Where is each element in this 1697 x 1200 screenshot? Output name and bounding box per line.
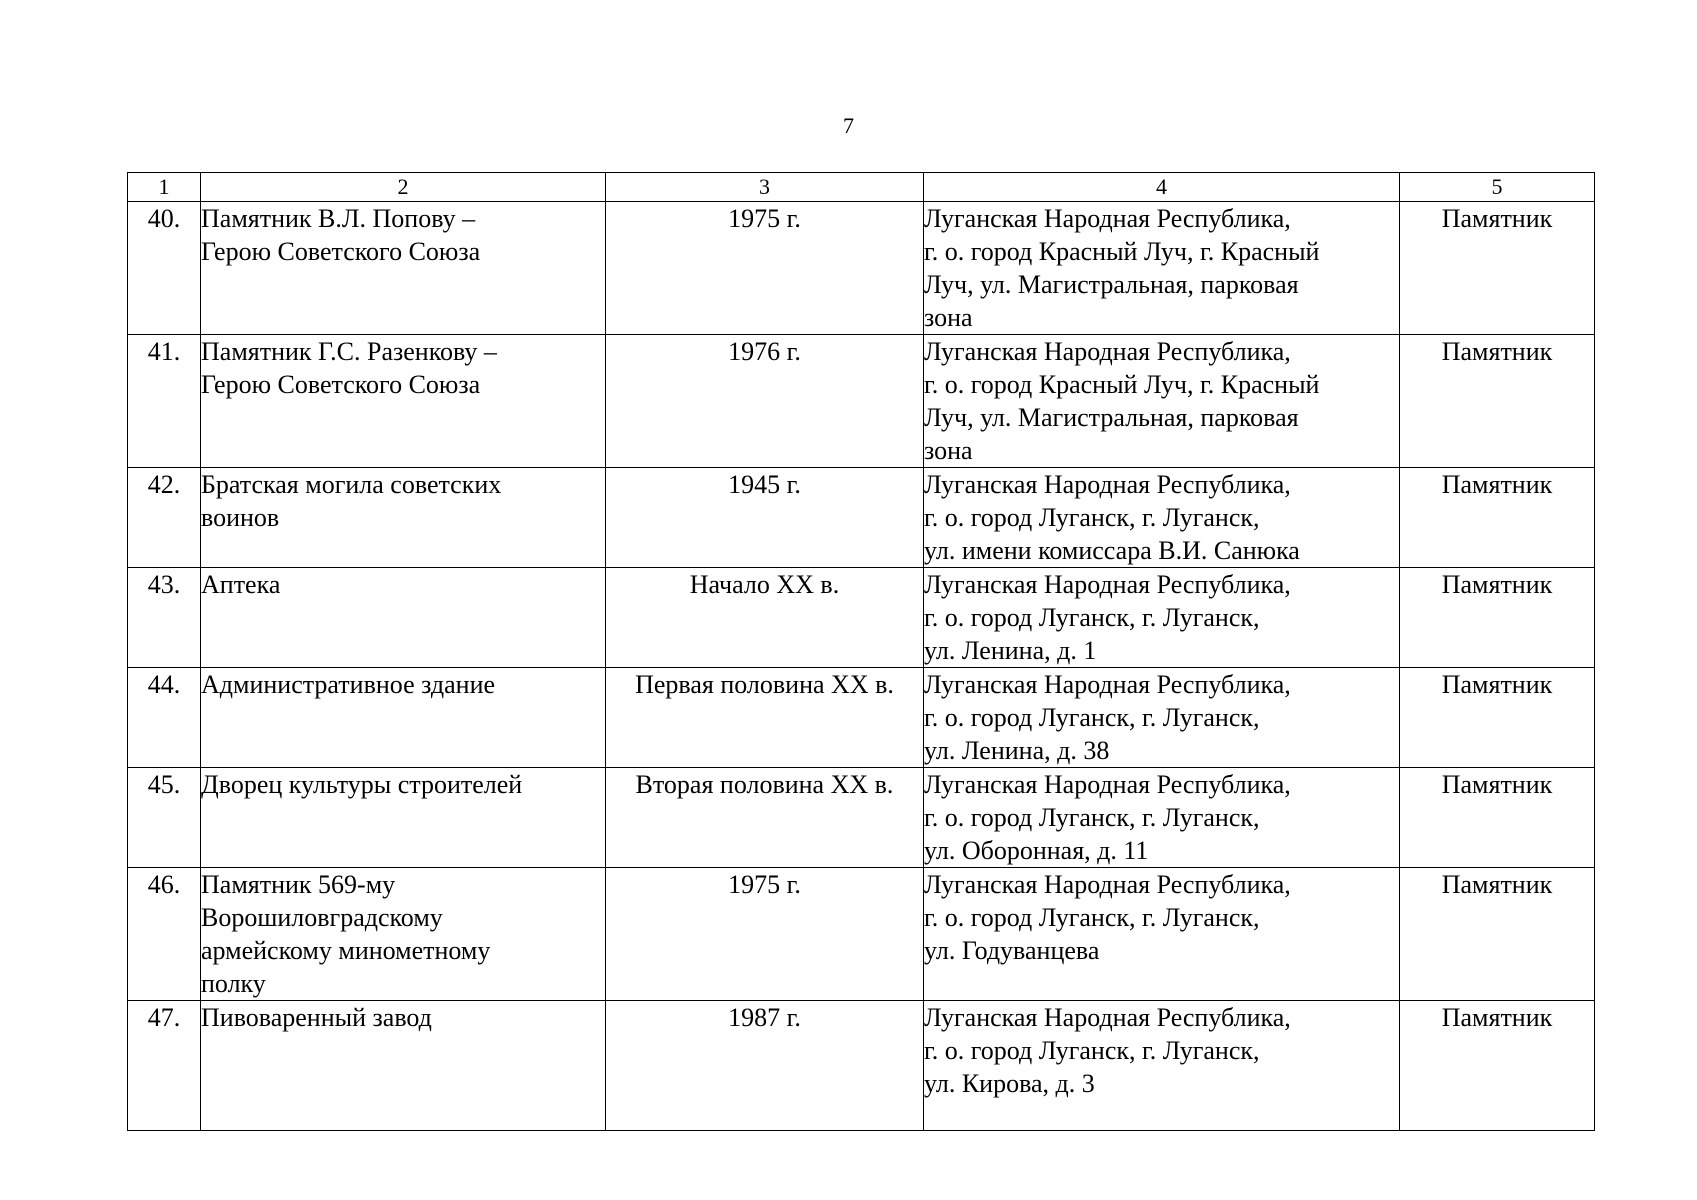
row-number: 47. bbox=[128, 1001, 201, 1131]
object-name-line: Ворошиловградскому bbox=[201, 903, 443, 932]
address-line: ул. Оборонная, д. 11 bbox=[924, 836, 1149, 865]
column-number-row bbox=[128, 173, 1595, 202]
object-name-line: Памятник 569-му bbox=[201, 870, 396, 899]
address-line: г. о. город Луганск, г. Луганск, bbox=[924, 703, 1260, 732]
object-address bbox=[924, 335, 1400, 468]
address-line: г. о. город Луганск, г. Луганск, bbox=[924, 903, 1260, 932]
object-name-line: Пивоваренный завод bbox=[201, 1003, 432, 1032]
object-kind: Памятник bbox=[1400, 568, 1595, 668]
address-line: зона bbox=[924, 303, 973, 332]
object-kind: Памятник bbox=[1400, 202, 1595, 335]
column-number: 2 bbox=[201, 173, 606, 202]
object-date: Первая половина XX в. bbox=[606, 668, 924, 768]
object-date: Начало XX в. bbox=[606, 568, 924, 668]
address-line: г. о. город Красный Луч, г. Красный bbox=[924, 237, 1320, 266]
table-row bbox=[128, 768, 1595, 868]
address-line: Луганская Народная Республика, bbox=[924, 570, 1291, 599]
address-line: ул. Ленина, д. 38 bbox=[924, 736, 1110, 765]
object-name-line: полку bbox=[201, 969, 266, 998]
column-number: 1 bbox=[128, 173, 201, 202]
object-name-line: Братская могила советских bbox=[201, 470, 502, 499]
address-line: Луганская Народная Республика, bbox=[924, 670, 1291, 699]
row-number: 43. bbox=[128, 568, 201, 668]
object-date: 1976 г. bbox=[606, 335, 924, 468]
address-line: ул. Годуванцева bbox=[924, 936, 1100, 965]
table-row bbox=[128, 468, 1595, 568]
address-line: Луганская Народная Республика, bbox=[924, 770, 1291, 799]
object-name bbox=[201, 768, 606, 868]
object-name-line: воинов bbox=[201, 503, 280, 532]
object-date: 1975 г. bbox=[606, 202, 924, 335]
object-name-line: Административное здание bbox=[201, 670, 496, 699]
address-line: Луганская Народная Республика, bbox=[924, 470, 1291, 499]
row-number: 44. bbox=[128, 668, 201, 768]
object-name bbox=[201, 202, 606, 335]
address-line: Луганская Народная Республика, bbox=[924, 870, 1291, 899]
row-number: 41. bbox=[128, 335, 201, 468]
object-address bbox=[924, 468, 1400, 568]
object-kind: Памятник bbox=[1400, 1001, 1595, 1131]
table-row bbox=[128, 568, 1595, 668]
row-number: 42. bbox=[128, 468, 201, 568]
address-line: Луганская Народная Республика, bbox=[924, 337, 1291, 366]
object-name bbox=[201, 668, 606, 768]
table-row bbox=[128, 335, 1595, 468]
object-kind: Памятник bbox=[1400, 468, 1595, 568]
object-kind: Памятник bbox=[1400, 335, 1595, 468]
object-kind: Памятник bbox=[1400, 668, 1595, 768]
page-number: 7 bbox=[843, 113, 854, 138]
object-date: 1975 г. bbox=[606, 868, 924, 1001]
address-line: г. о. город Луганск, г. Луганск, bbox=[924, 503, 1260, 532]
object-name bbox=[201, 335, 606, 468]
object-name-line: Аптека bbox=[201, 570, 281, 599]
object-address bbox=[924, 668, 1400, 768]
table-row bbox=[128, 868, 1595, 1001]
address-line: зона bbox=[924, 436, 973, 465]
row-number: 46. bbox=[128, 868, 201, 1001]
object-name-line: Герою Советского Союза bbox=[201, 370, 481, 399]
object-kind: Памятник bbox=[1400, 868, 1595, 1001]
object-address bbox=[924, 768, 1400, 868]
row-number: 45. bbox=[128, 768, 201, 868]
row-number: 40. bbox=[128, 202, 201, 335]
object-name bbox=[201, 568, 606, 668]
address-line: г. о. город Луганск, г. Луганск, bbox=[924, 603, 1260, 632]
address-line: г. о. город Луганск, г. Луганск, bbox=[924, 1036, 1260, 1065]
address-line: Луганская Народная Республика, bbox=[924, 1003, 1291, 1032]
object-date: 1945 г. bbox=[606, 468, 924, 568]
object-name bbox=[201, 1001, 606, 1131]
object-name-line: Памятник Г.С. Разенкову – bbox=[201, 337, 497, 366]
column-number: 5 bbox=[1400, 173, 1595, 202]
column-number: 4 bbox=[924, 173, 1400, 202]
table-row bbox=[128, 202, 1595, 335]
object-name-line: армейскому минометному bbox=[201, 936, 491, 965]
address-line: ул. Кирова, д. 3 bbox=[924, 1069, 1095, 1098]
object-date: Вторая половина XX в. bbox=[606, 768, 924, 868]
object-address bbox=[924, 568, 1400, 668]
object-name-line: Памятник В.Л. Попову – bbox=[201, 204, 476, 233]
object-name bbox=[201, 468, 606, 568]
address-line: Луч, ул. Магистральная, парковая bbox=[924, 270, 1299, 299]
object-address bbox=[924, 202, 1400, 335]
object-name bbox=[201, 868, 606, 1001]
address-line: Луч, ул. Магистральная, парковая bbox=[924, 403, 1299, 432]
object-name-line: Дворец культуры строителей bbox=[201, 770, 523, 799]
heritage-table bbox=[127, 172, 1595, 1131]
address-line: ул. Ленина, д. 1 bbox=[924, 636, 1097, 665]
table-row bbox=[128, 668, 1595, 768]
object-kind: Памятник bbox=[1400, 768, 1595, 868]
object-date: 1987 г. bbox=[606, 1001, 924, 1131]
address-line: г. о. город Красный Луч, г. Красный bbox=[924, 370, 1320, 399]
object-name-line: Герою Советского Союза bbox=[201, 237, 481, 266]
table-row bbox=[128, 1001, 1595, 1131]
address-line: Луганская Народная Республика, bbox=[924, 204, 1291, 233]
address-line: г. о. город Луганск, г. Луганск, bbox=[924, 803, 1260, 832]
column-number: 3 bbox=[606, 173, 924, 202]
object-address bbox=[924, 1001, 1400, 1131]
address-line: ул. имени комиссара В.И. Санюка bbox=[924, 536, 1300, 565]
object-address bbox=[924, 868, 1400, 1001]
